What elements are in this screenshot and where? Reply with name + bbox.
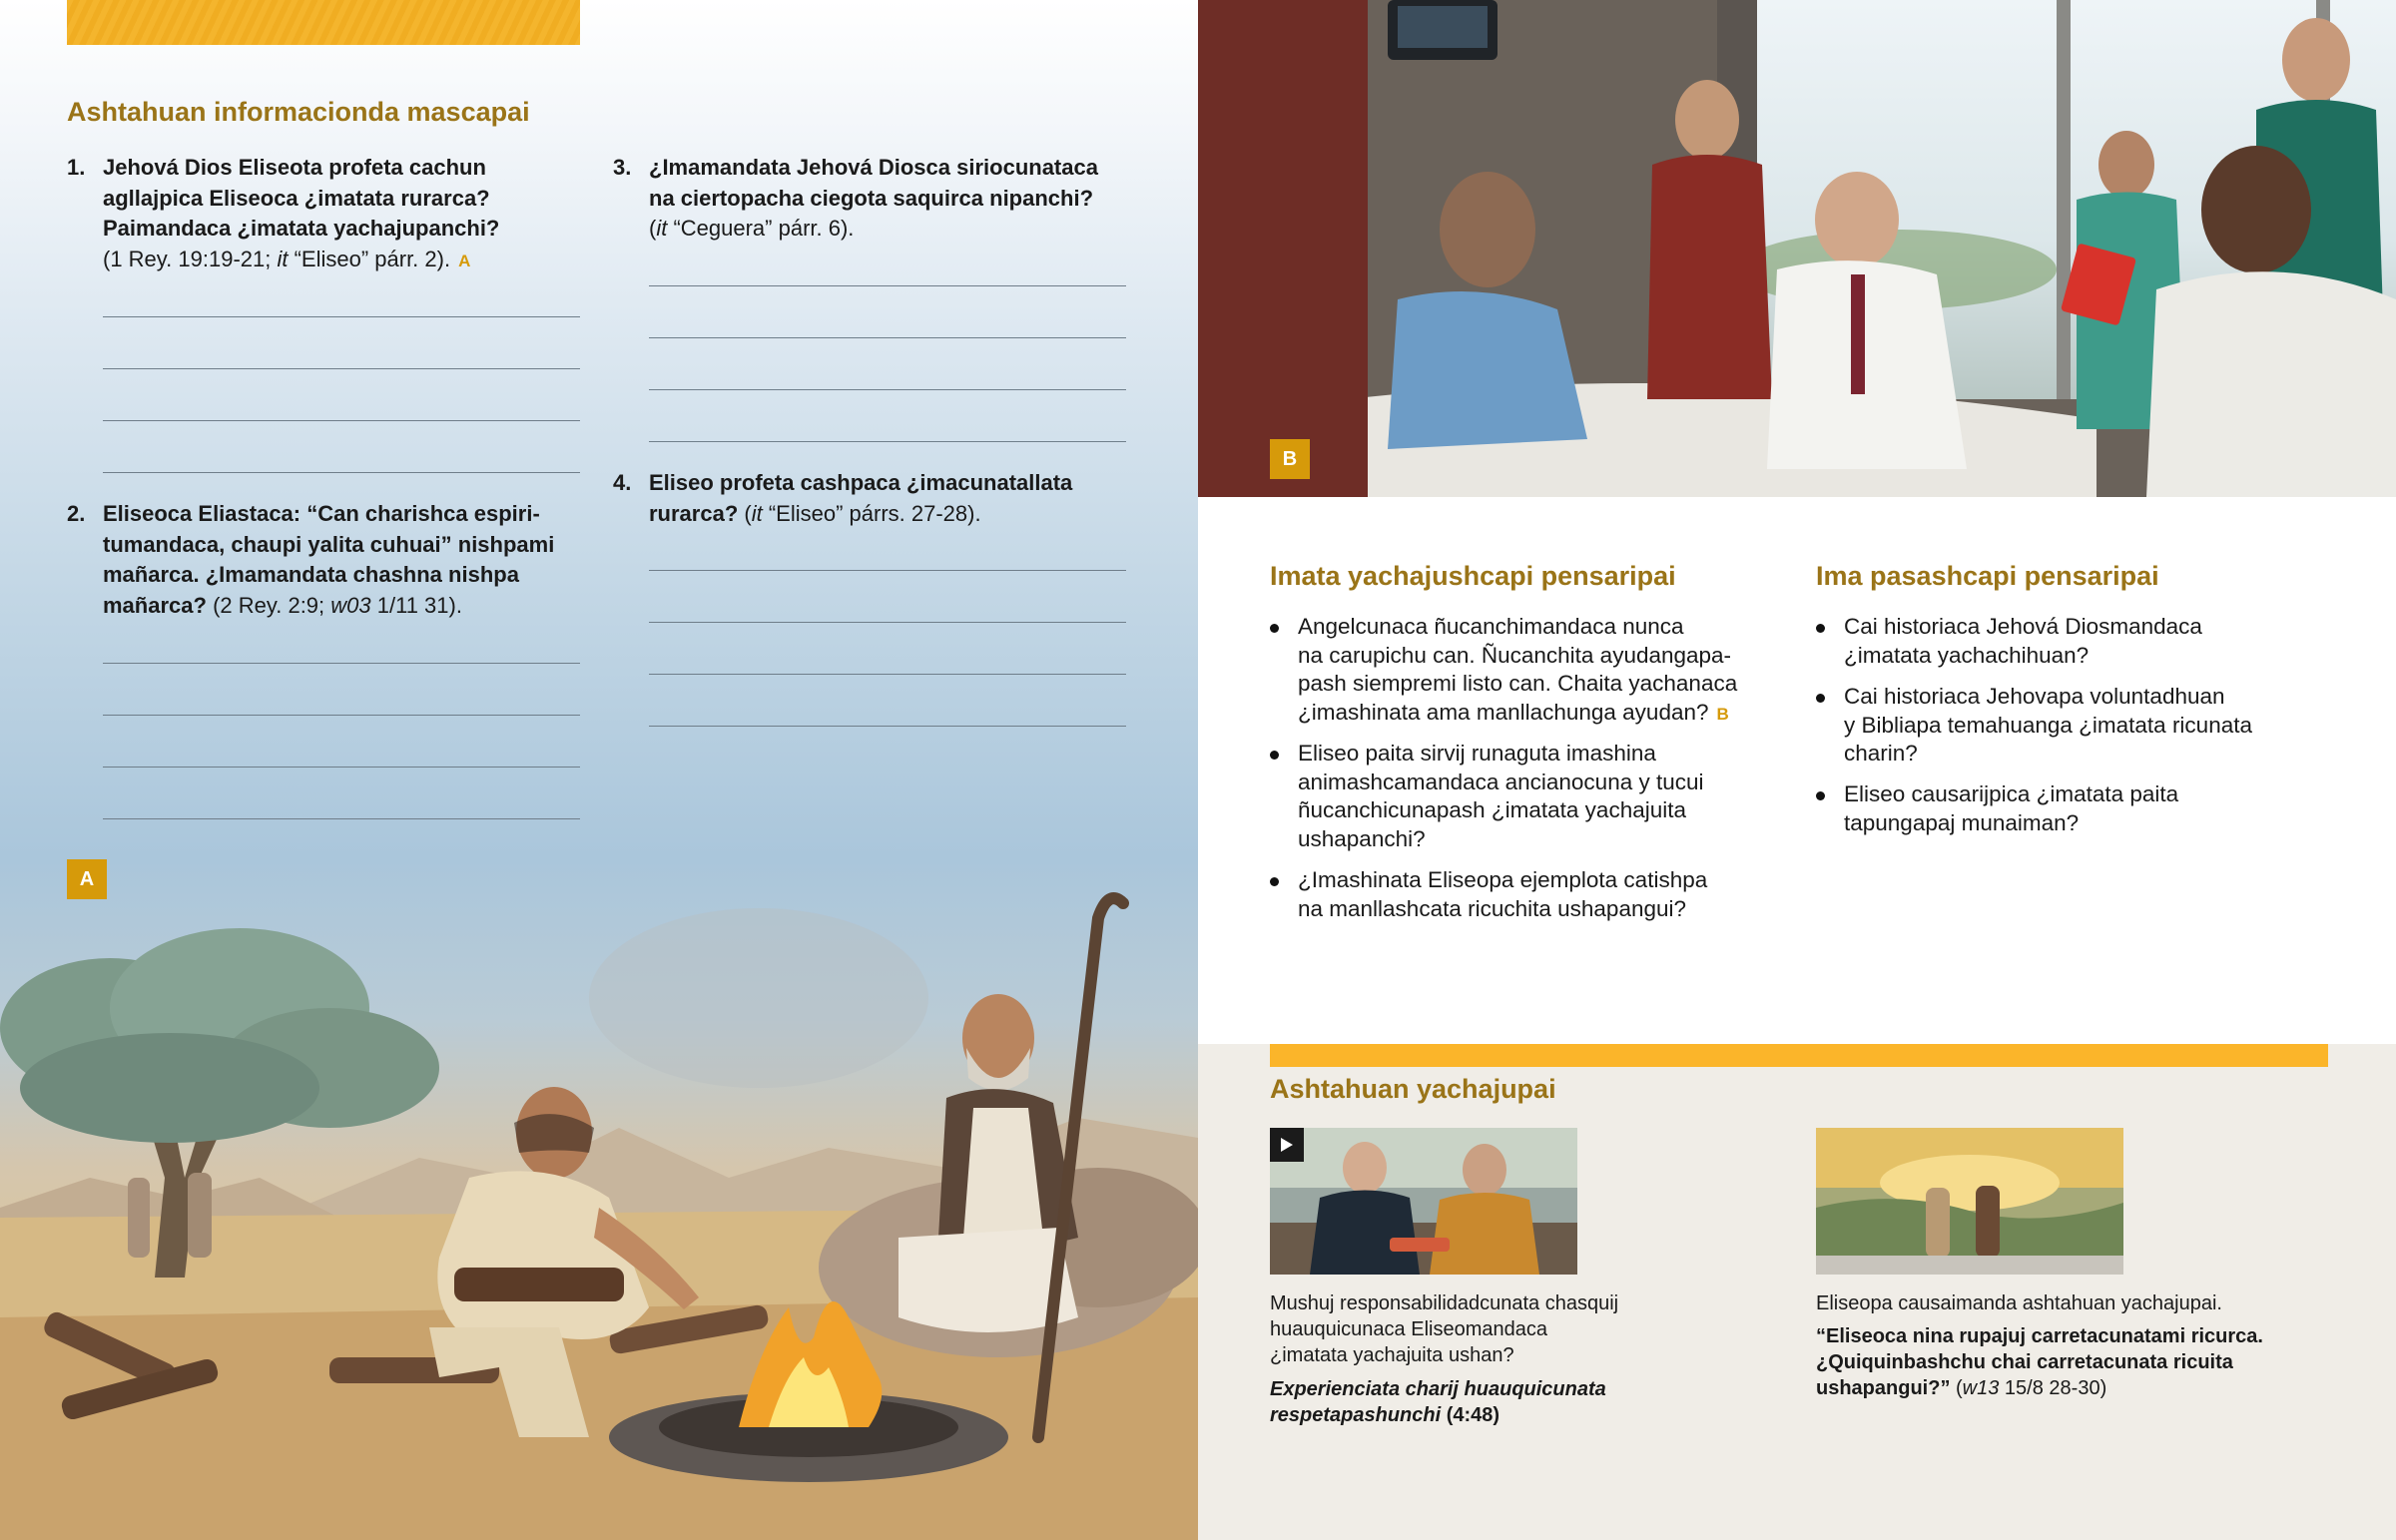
article-link[interactable]: “Eliseoca nina rupajuj carretacunatami ricurca. ¿Quiquinbashchu chai carretacunata ricuita ushapangui?” (w13 15/8 28-30) — [1816, 1325, 2263, 1399]
answer-line[interactable] — [649, 674, 1126, 675]
question-text-line: mañarca. ¿Imamandata chashna nishpa — [103, 562, 519, 587]
question-3 — [613, 153, 1172, 253]
answer-line[interactable] — [103, 316, 580, 317]
video-thumbnail[interactable] — [1270, 1128, 1577, 1275]
question-text-line: Jehová Dios Eliseota profeta cachun — [103, 155, 486, 180]
answer-line[interactable] — [649, 622, 1126, 623]
image-reference-marker: B — [1716, 704, 1729, 724]
question-text-line: Eliseoca Eliastaca: “Can charishca espiri- — [103, 501, 540, 526]
question-reference: (it “Eliseo” párrs. 27-28). — [738, 500, 981, 526]
question-reference: (1 Rey. 19:19-21; it “Eliseo” párr. 2). — [103, 246, 451, 271]
video-title-link[interactable]: Experienciata charij huauquicunata respetapashunchi (4:48) — [1270, 1378, 1606, 1426]
bullet-icon — [1816, 694, 1825, 703]
article-description: Eliseopa causaimanda ashtahuan yachajupai. — [1816, 1292, 2222, 1314]
answer-line[interactable] — [649, 726, 1126, 727]
bullet-icon — [1816, 624, 1825, 633]
answer-line[interactable] — [103, 818, 580, 819]
question-reference: (it “Ceguera” párr. 6). — [649, 216, 855, 241]
answer-line[interactable] — [103, 767, 580, 768]
answer-line[interactable] — [103, 472, 580, 473]
answer-line[interactable] — [649, 285, 1126, 286]
answer-line[interactable] — [649, 389, 1126, 390]
question-text-line: Eliseo profeta cashpaca ¿imacunatallata — [649, 470, 1073, 495]
question-text-line: agllajpica Eliseoca ¿imatata rurarca? — [103, 185, 490, 211]
answer-line[interactable] — [103, 715, 580, 716]
bullet-icon — [1270, 877, 1279, 886]
bullet-icon — [1816, 791, 1825, 800]
top-color-bar — [67, 0, 580, 45]
learn-more-title: Ashtahuan yachajupai — [1270, 1074, 1556, 1104]
question-text-line: Paimandaca ¿imatata yachajupanchi? — [103, 216, 500, 241]
question-4 — [613, 468, 1172, 538]
question-text-line: ¿Imamandata Jehová Diosca siriocunataca — [649, 155, 1098, 180]
reflection-title-1: Imata yachajushcapi pensaripai — [1270, 561, 1676, 591]
question-text-line: tumandaca, chaupi yalita cuhuai” nishpami — [103, 531, 555, 557]
question-text-line: mañarca? — [103, 592, 207, 618]
answer-line[interactable] — [103, 368, 580, 369]
answer-line[interactable] — [103, 663, 580, 664]
reflection-title-2: Ima pasashcapi pensaripai — [1816, 561, 2159, 591]
question-2 — [67, 499, 596, 629]
video-description: Mushuj responsabilidadcunata chasquij huauquicunaca Eliseomandaca ¿imatata yachajuita ushan? — [1270, 1292, 1619, 1366]
answer-line[interactable] — [103, 420, 580, 421]
image-marker-b: B — [1270, 439, 1310, 479]
bullet-icon — [1270, 624, 1279, 633]
question-number: 2. — [67, 501, 86, 526]
article-thumbnail[interactable] — [1816, 1128, 2123, 1275]
answer-line[interactable] — [649, 441, 1126, 442]
question-reference: (2 Rey. 2:9; w03 1/11 31). — [206, 592, 462, 618]
section-title: Ashtahuan informacionda mascapai — [67, 97, 530, 127]
bullet-icon — [1270, 751, 1279, 760]
hospital-photo — [1198, 0, 2396, 497]
answer-line[interactable] — [649, 570, 1126, 571]
image-marker-a: A — [67, 859, 107, 899]
question-number: 4. — [613, 470, 632, 495]
play-icon[interactable] — [1270, 1128, 1304, 1162]
question-1 — [67, 153, 586, 282]
article-reference: (w13 15/8 28-30) — [1950, 1377, 2107, 1399]
question-number: 1. — [67, 155, 86, 180]
video-duration: (4:48) — [1446, 1404, 1500, 1426]
answer-line[interactable] — [649, 337, 1126, 338]
question-text-line: na ciertopacha ciegota saquirca nipanchi? — [649, 185, 1094, 211]
question-number: 3. — [613, 155, 632, 180]
illustration-campfire-scene — [0, 878, 1198, 1540]
question-text-line: rurarca? — [649, 500, 739, 526]
section-divider — [1270, 1044, 2328, 1067]
image-reference-marker: A — [458, 251, 471, 270]
